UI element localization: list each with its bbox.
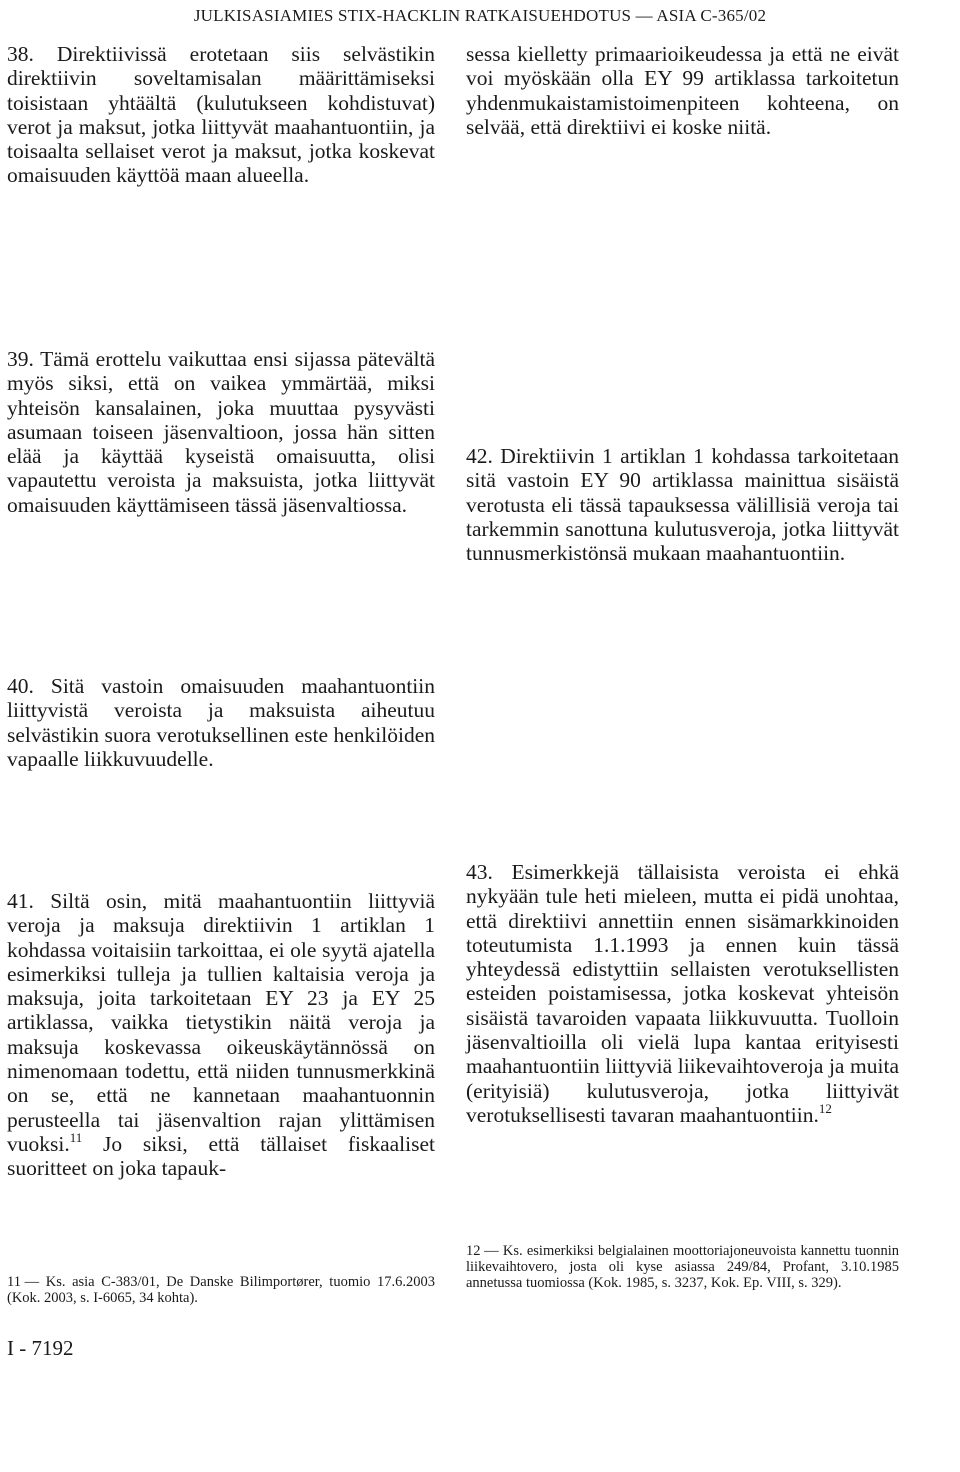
paragraph-38 <box>7 42 435 188</box>
paragraph-text: Direktiivin 1 artiklan 1 kohdassa tarkoitetaan sitä vastoin EY 90 artiklassa mainittua sisäistä verotusta eli tässä tapauksessa välillisiä veroja tai tarkemmin sanottuna kulutusveroja, jotka liittyvät tunnusmerkistönsä mukaan maahantuontiin. <box>466 444 899 566</box>
paragraph-39 <box>7 347 435 517</box>
footnote-text: Ks. asia C-383/01, De Danske Bilimportører, tuomio 17.6.2003 (Kok. 2003, s. I-6065, 34 kohta). <box>7 1274 435 1306</box>
footnote-12 <box>466 1243 899 1291</box>
footnote-text: Ks. esimerkiksi belgialainen moottoriajoneuvoista kannettu tuonnin liikevaihtovero, josta oli kyse asiassa 249/84, Profant, 3.10.1985 annetussa tuomiossa (Kok. 1985, s. 3237, Kok. Ep. VIII, s. 329). <box>466 1243 899 1291</box>
paragraph-text: Siltä osin, mitä maahantuontiin liittyviä veroja ja maksuja direktiivin 1 artiklan 1 kohdassa voitaisiin tarkoittaa, ei ole syytä ajatella esimerkiksi tulleja ja tullien kaltaisia veroja ja maksuja, joita tarkoitetaan EY 23 ja EY 25 artiklassa, vaikka tietystikin näitä veroja ja maksuja koskevassa oikeuskäytännössä on nimenomaan todettu, että niiden tunnusmerkkinä on se, että ne kannetaan maahantuonnin perusteella tai jäsenvaltion rajan ylittämisen vuoksi. <box>7 889 435 1156</box>
paragraph-text: Direktiivissä erotetaan siis selvästikin direktiivin soveltamisalan määrittämiseksi toisistaan yhtäältä (kulutukseen kohdistuvat) verot ja maksut, jotka liittyvät maahantuontiin, ja toisaalta sellaiset verot ja maksut, jotka koskevat omaisuuden käyttöä maan alueella. <box>7 42 436 188</box>
footnote-ref-12[interactable]: 12 <box>818 1100 832 1116</box>
running-header: JULKISASIAMIES STIX-HACKLIN RATKAISUEHDOTUS — ASIA C-365/02 <box>193 6 767 25</box>
page-number: I - 7192 <box>7 1336 74 1360</box>
footnote-11 <box>7 1274 435 1306</box>
paragraph-number: 38. <box>7 42 34 66</box>
paragraph-number: 43. <box>466 860 493 884</box>
paragraph-text: sessa kielletty primaarioikeudessa ja että ne eivät voi myöskään olla EY 99 artiklassa tarkoitetun yhdenmukaistamistoimenpiteen kohteena, on selvää, että direktiivi ei koske niitä. <box>466 42 899 139</box>
paragraph-41 <box>7 889 435 1181</box>
paragraph-number: 39. <box>7 347 34 371</box>
paragraph-42 <box>466 444 899 565</box>
footnote-label: 11 — <box>7 1274 40 1290</box>
paragraph-number: 42. <box>466 444 493 468</box>
paragraph-number: 40. <box>7 674 34 698</box>
paragraph-continuation <box>466 42 899 139</box>
paragraph-40 <box>7 674 435 771</box>
paragraph-text: Esimerkkejä tällaisista veroista ei ehkä nykyään tule heti mieleen, mutta ei pidä unohtaa, että direktiivi annettiin ennen sisämarkkinoiden toteutumista 1.1.1993 ja ennen kuin tässä yhteydessä edistyttiin sellaisten verotuksellisten esteiden poistamisessa, jotka koskevat yhteisön sisäistä tavaroiden vapaata liikkuvuutta. Tuolloin jäsenvaltioilla oli vielä lupa kantaa erityisesti maahantuontiin liittyviä liikevaihtoveroja ja muita (erityisiä) kulutusveroja, jotka liittyivät verotuksellisesti tavaran maahantuontiin. <box>466 860 900 1127</box>
paragraph-43 <box>466 860 899 1127</box>
footnote-label: 12 — <box>466 1243 499 1259</box>
paragraph-text-continued: Jo siksi, että tällaiset fiskaaliset suoritteet on joka tapauk- <box>7 1131 436 1181</box>
paragraph-number: 41. <box>7 889 34 913</box>
paragraph-text: Tämä erottelu vaikuttaa ensi sijassa pätevältä myös siksi, että on vaikea ymmärtää, miksi yhteisön kansalainen, joka muuttaa pysyvästi asumaan toiseen jäsenvaltioon, jossa hän sitten elää ja käyttää kyseistä omaisuutta, olisi vapautettu veroista ja maksuista, jotka liittyvät omaisuuden käyttämiseen tässä jäsenvaltiossa. <box>7 347 435 517</box>
paragraph-text: Sitä vastoin omaisuuden maahantuontiin liittyvistä veroista ja maksuista aiheutuu selvästikin suora verotuksellinen este henkilöiden vapaalle liikkuvuudelle. <box>7 674 435 771</box>
footnote-ref-11[interactable]: 11 <box>69 1129 83 1145</box>
